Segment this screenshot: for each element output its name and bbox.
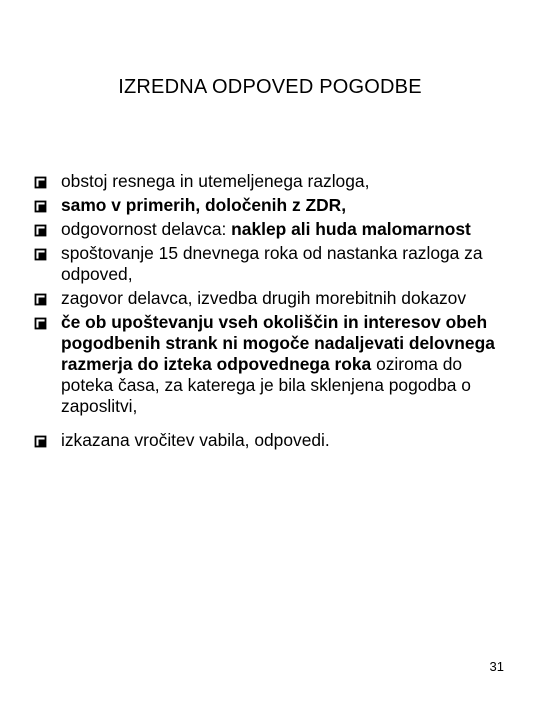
list-item [34, 243, 504, 285]
bullet-text: samo v primerih, določenih z ZDR, [61, 195, 347, 215]
list-item [34, 288, 504, 309]
checkbox-bullet-icon [34, 176, 47, 189]
checkbox-bullet-icon [34, 248, 47, 261]
checkbox-bullet-icon [34, 293, 47, 306]
slide-title: IZREDNA ODPOVED POGODBE [118, 76, 422, 98]
list-item [34, 171, 504, 192]
bullet-text: spoštovanje 15 dnevnega roka od nastanka razloga za odpoved, [61, 243, 483, 284]
checkbox-bullet-icon [34, 317, 47, 330]
page-number: 31 [489, 659, 504, 674]
list-item [34, 219, 504, 240]
bullet-list [34, 171, 504, 454]
bullet-text: izkazana vročitev vabila, odpovedi. [61, 430, 330, 450]
list-item [34, 195, 504, 216]
list-item [34, 312, 504, 417]
checkbox-bullet-icon [34, 435, 47, 448]
bullet-text: obstoj resnega in utemeljenega razloga, [61, 171, 370, 191]
bullet-text: odgovornost delavca: [61, 219, 232, 239]
checkbox-bullet-icon [34, 224, 47, 237]
checkbox-bullet-icon [34, 200, 47, 213]
bullet-text-bold: naklep ali huda malomarnost [231, 219, 471, 239]
bullet-text: zagovor delavca, izvedba drugih morebitnih dokazov [61, 288, 467, 308]
bullet-text-bold: če ob upoštevanju vseh okoliščin in interesov obeh pogodbenih strank ni mogoče nadaljevati delovnega razmerja do izteka odpovednega roka [61, 312, 495, 374]
list-item [34, 430, 504, 451]
bullet-text: oziroma do poteka časa, za katerega je bila sklenjena pogodba o zaposlitvi, [61, 354, 471, 416]
